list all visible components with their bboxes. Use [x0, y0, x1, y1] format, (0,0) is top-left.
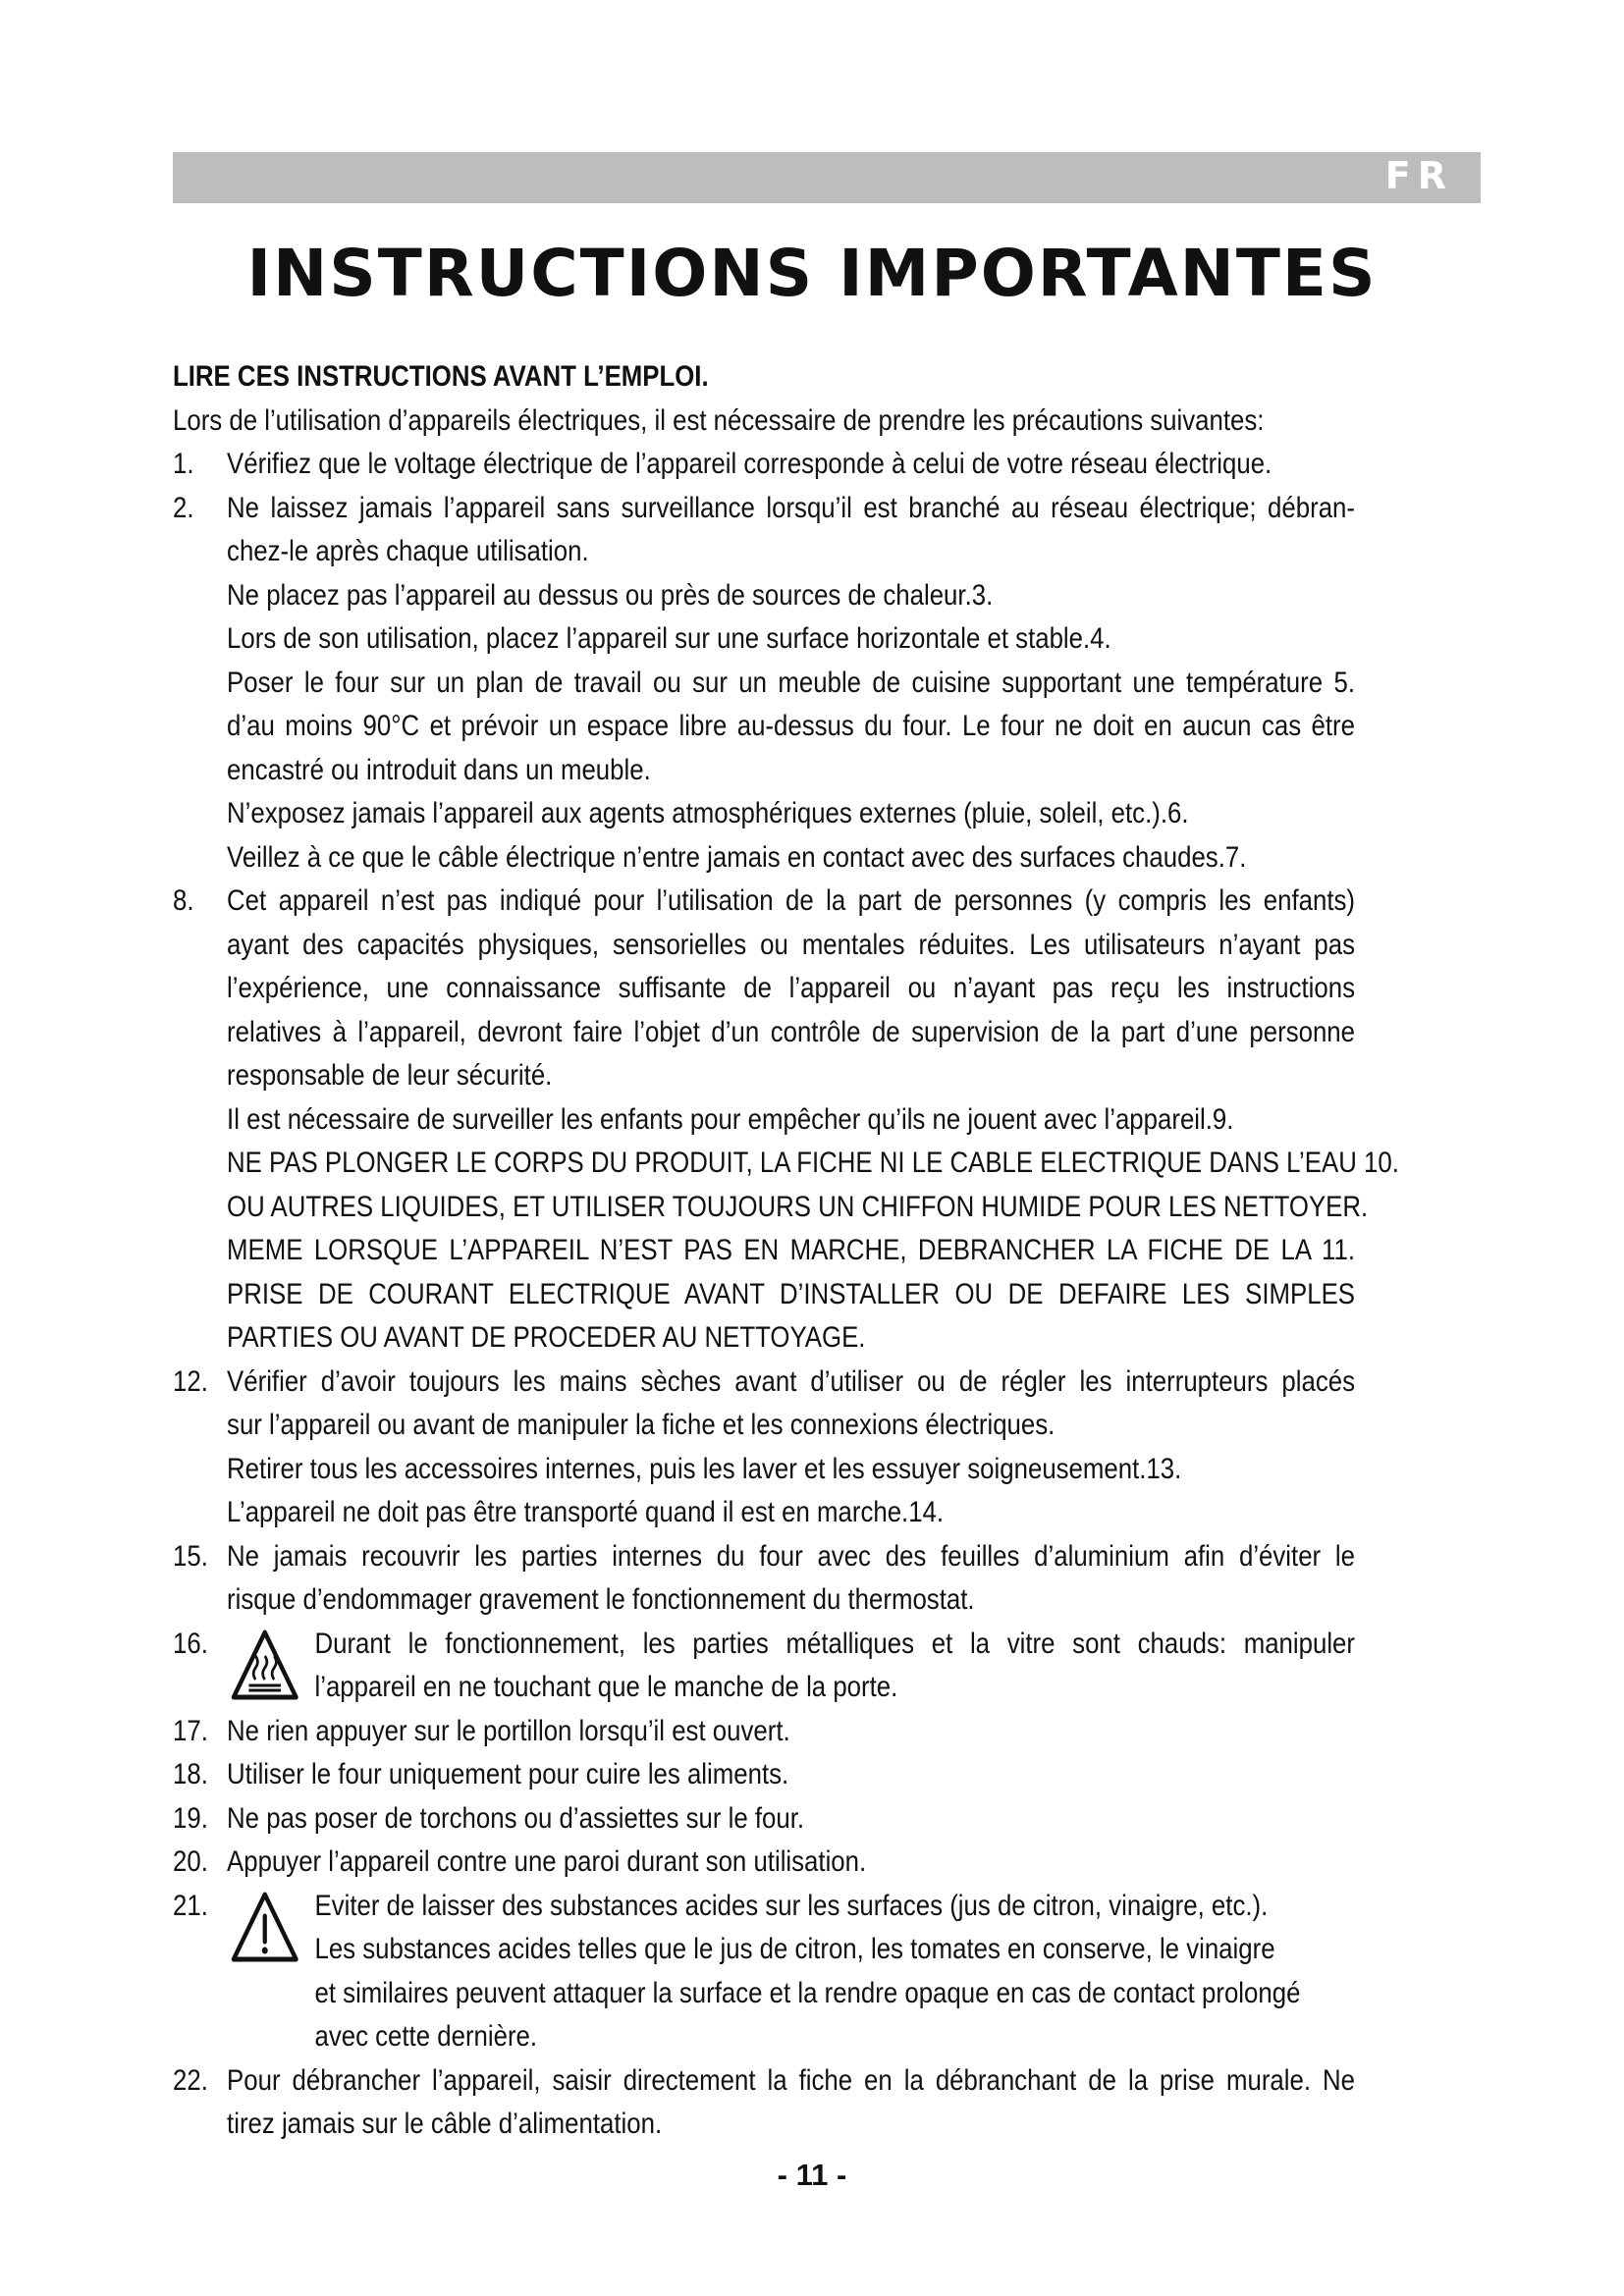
subtitle: LIRE CES INSTRUCTIONS AVANT L’EMPLOI. [173, 360, 709, 393]
language-code: FR [1384, 154, 1453, 197]
list-item-19: 19. Ne pas poser de torchons ou d’assiettes sur le four. [173, 1797, 1355, 1842]
list-item-7: Veillez à ce que le câble électrique n’entre jamais en contact avec des surfaces chaudes.7. [227, 840, 1247, 874]
hot-surface-warning-icon [230, 1629, 299, 1701]
item-number: 1. [173, 448, 194, 480]
item-number: 22. [173, 2063, 208, 2097]
list-item-1: 1. Vérifiez que le voltage électrique de l’appareil corresponde à celui de votre réseau électrique. [173, 443, 1355, 487]
intro-text: Lors de l’utilisation d’appareils électriques, il est nécessaire de prendre les précautions suivantes: [173, 403, 1265, 437]
caution-warning-icon [230, 1891, 299, 1963]
list-item-15: 15. Ne jamais recouvrir les parties internes du four avec des feuilles d’aluminium afin d’éviter le risque d’endommager gravement le fonctionnement du thermostat. [173, 1535, 1355, 1623]
item-number: 17. [173, 1714, 208, 1747]
list-item-12: 12. Vérifier d’avoir toujours les mains sèches avant d’utiliser ou de régler les interrupteurs placés sur l’appareil ou avant de manipuler la fiche et les connexions électriques. [173, 1361, 1355, 1448]
list-item-17: 17. Ne rien appuyer sur le portillon lorsqu’il est ouvert. [173, 1710, 1355, 1754]
list-item-10: NE PAS PLONGER LE CORPS DU PRODUIT, LA FICHE NI LE CABLE ELECTRIQUE DANS L’EAU 10. OU AUTRES LIQUIDES, ET UTILISER TOUJOURS UN CHIFFON HUMIDE POUR LES NETTOYER. [227, 1147, 1399, 1223]
list-item-13: Retirer tous les accessoires internes, puis les laver et les essuyer soigneusement.13. [227, 1452, 1182, 1485]
list-item-4: Lors de son utilisation, placez l’appareil sur une surface horizontale et stable.4. [227, 622, 1111, 655]
item-number: 16. [173, 1627, 208, 1660]
item-number: 2. [173, 491, 194, 524]
item-number: 20. [173, 1845, 208, 1878]
list-item-22: 22. Pour débrancher l’appareil, saisir directement la fiche en la débranchant de la prise murale. Ne tirez jamais sur le câble d’alimentation. [173, 2059, 1355, 2147]
list-item-20: 20. Appuyer l’appareil contre une paroi durant son utilisation. [173, 1841, 1355, 1885]
language-header-bar [173, 152, 1481, 203]
list-item-3: Ne placez pas l’appareil au dessus ou près de sources de chaleur.3. [227, 578, 994, 612]
list-item-5: Poser le four sur un plan de travail ou sur un meuble de cuisine supportant une température 5. d’au moins 90°C et prévoir un espace libre au-dessus du four. Le four ne doit en aucun cas être encastré ou introduit dans un meuble. [227, 666, 1355, 786]
page-number: - 11 - [777, 2158, 847, 2192]
instructions-body [173, 355, 1399, 2147]
list-item-11: MEME LORSQUE L’APPAREIL N’EST PAS EN MARCHE, DEBRANCHER LA FICHE DE LA 11. PRISE DE COURANT ELECTRIQUE AVANT D’INSTALLER OU DE DEFAIRE LES SIMPLES PARTIES OU AVANT DE PROCEDER AU NETTOYAGE. [227, 1234, 1355, 1354]
item-number: 19. [173, 1801, 208, 1835]
list-item-9: Il est nécessaire de surveiller les enfants pour empêcher qu’ils ne jouent avec l’appareil.9. [227, 1102, 1234, 1136]
list-item-2: 2. Ne laissez jamais l’appareil sans surveillance lorsqu’il est branché au réseau électrique; débran- chez-le après chaque utilisation. [173, 487, 1355, 574]
page-title: INSTRUCTIONS IMPORTANTES [246, 236, 1378, 311]
list-item-8: 8. Cet appareil n’est pas indiqué pour l’utilisation de la part de personnes (y compris les enfants) ayant des capacités physiques, sensorielles ou mentales réduites. Les utilisateurs n’ayant pas l’expérience, une connaissance suffisante de l’appareil ou n’ayant pas reçu les instructions relatives à l’appareil, devront faire l’objet d’un contrôle de supervision de la part d’une personne responsable de leur sécurité. [173, 880, 1355, 1098]
list-item-6: N’exposez jamais l’appareil aux agents atmosphériques externes (pluie, soleil, etc.).6. [227, 797, 1189, 829]
item-number: 18. [173, 1758, 208, 1790]
list-item-14: L’appareil ne doit pas être transporté quand il est en marche.14. [227, 1496, 945, 1528]
list-item-21: 21. Eviter de laisser des substances acides sur les surfaces (jus de citron, vinaigre, etc.). Les substances acides telles que le jus de citron, les tomates en conserve, le vinaigre et similaires peuvent attaquer la surface et la rendre opaque en cas de contact prolongé avec cette dernière. [173, 1885, 1355, 2059]
item-number: 12. [173, 1364, 208, 1398]
item-number: 8. [173, 884, 194, 917]
list-item-16: 16. Durant le fonctionnement, les parties métalliques et la vitre sont chauds: manipuler l’appareil en ne touchant que le manche de la porte. [173, 1623, 1355, 1710]
list-item-18: 18. Utiliser le four uniquement pour cuire les aliments. [173, 1753, 1355, 1797]
item-number: 15. [173, 1539, 208, 1573]
item-number: 21. [173, 1889, 208, 1922]
